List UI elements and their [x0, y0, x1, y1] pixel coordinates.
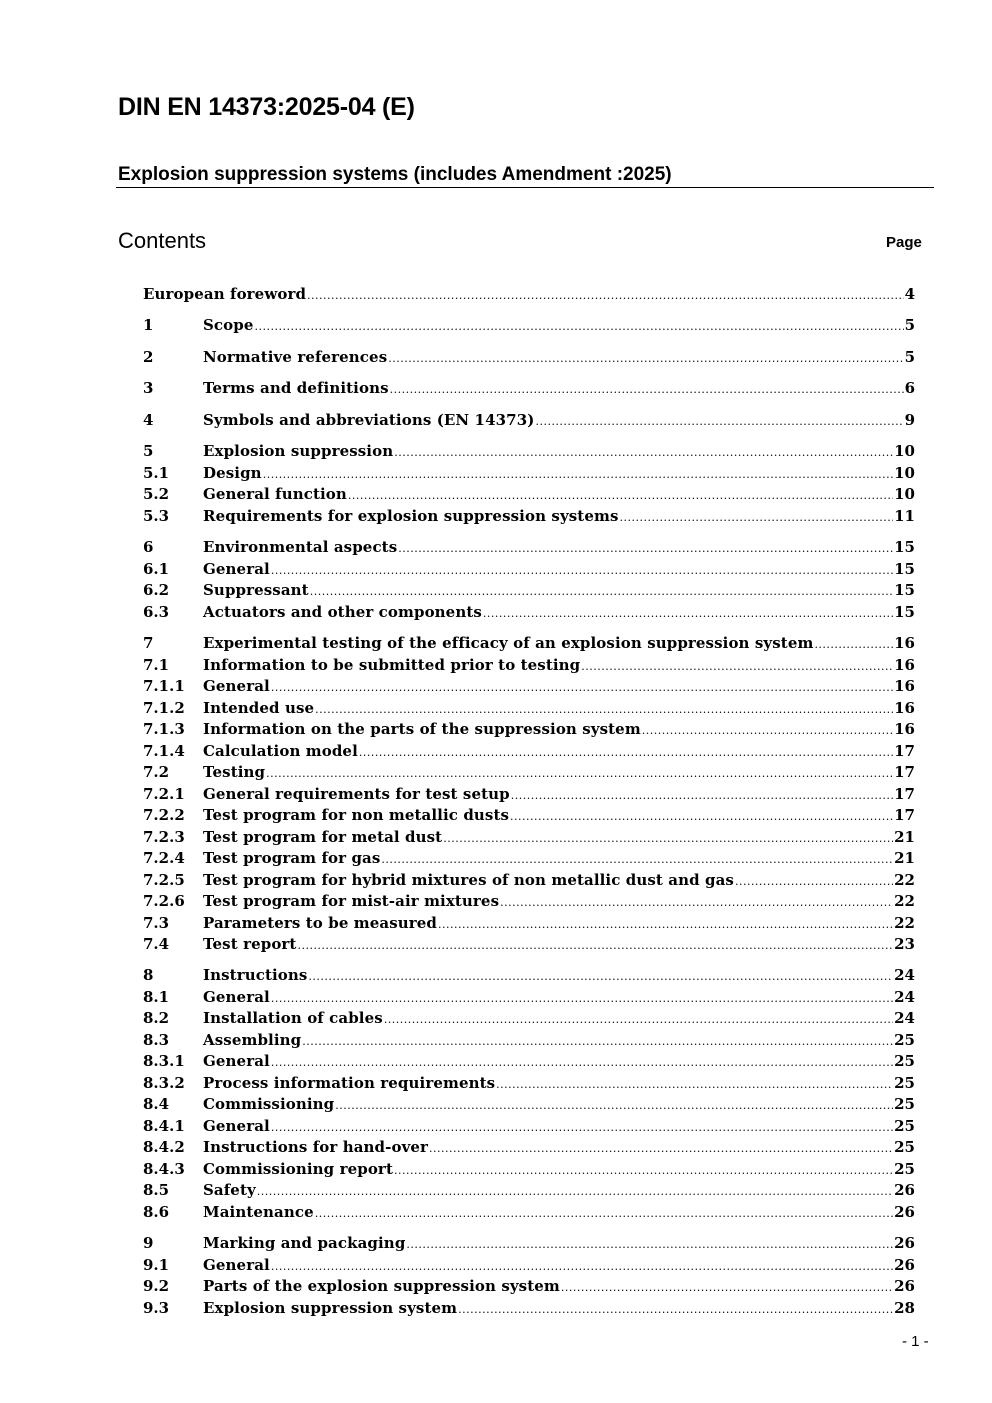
toc-dot-leader	[257, 1182, 893, 1202]
toc-entry[interactable]	[143, 698, 915, 718]
toc-entry-number: 7	[143, 634, 154, 652]
toc-entry[interactable]	[143, 410, 915, 430]
title-rule	[116, 187, 934, 188]
toc-entry-page: 10	[894, 485, 915, 503]
toc-dot-leader	[297, 936, 893, 956]
toc-entry-page: 26	[894, 1203, 915, 1221]
toc-entry-number: 7.1.3	[143, 720, 185, 738]
toc-entry-title: General	[203, 560, 270, 578]
toc-entry-number: 6.3	[143, 603, 170, 621]
toc-entry-number: 7.2	[143, 763, 170, 781]
toc-entry[interactable]	[143, 676, 915, 696]
toc-entry[interactable]	[143, 741, 915, 761]
toc-entry[interactable]	[143, 378, 915, 398]
toc-entry-number: 5	[143, 442, 154, 460]
toc-entry-number: 8.4	[143, 1095, 170, 1113]
toc-entry[interactable]	[143, 1073, 915, 1093]
toc-dot-leader	[255, 317, 904, 337]
toc-entry-number: 2	[143, 348, 154, 366]
toc-entry-page: 24	[894, 988, 915, 1006]
toc-entry[interactable]	[143, 1202, 915, 1222]
toc-entry-page: 26	[894, 1277, 915, 1295]
page-column-label: Page	[886, 234, 922, 251]
toc-entry-number: 6.2	[143, 581, 170, 599]
toc-entry-title: General	[203, 1117, 270, 1135]
toc-entry[interactable]	[143, 719, 915, 739]
toc-entry-page: 15	[894, 603, 915, 621]
toc-entry-title: Experimental testing of the efficacy of an explosion suppression system	[203, 634, 814, 652]
toc-entry-page: 26	[894, 1234, 915, 1252]
toc-entry-title: Terms and definitions	[203, 379, 389, 397]
toc-entry-page: 6	[904, 379, 915, 397]
toc-entry-page: 24	[894, 1009, 915, 1027]
toc-dot-leader	[642, 721, 893, 741]
toc-entry-title: Suppressant	[203, 581, 309, 599]
toc-entry-number: 7.1	[143, 656, 170, 674]
toc-entry-page: 16	[894, 656, 915, 674]
toc-dot-leader	[307, 286, 904, 306]
toc-entry-page: 16	[894, 677, 915, 695]
toc-entry-title: Maintenance	[203, 1203, 314, 1221]
toc-entry-title: Normative references	[203, 348, 388, 366]
toc-entry-number: 9.1	[143, 1256, 170, 1274]
toc-entry[interactable]	[143, 1051, 915, 1071]
toc-entry-number: 7.2.5	[143, 871, 185, 889]
toc-dot-leader	[271, 678, 893, 698]
toc-dot-leader	[394, 443, 893, 463]
toc-entry-page: 25	[894, 1031, 915, 1049]
toc-entry[interactable]	[143, 1116, 915, 1136]
toc-entry-page: 25	[894, 1095, 915, 1113]
toc-entry-number: 7.2.4	[143, 849, 185, 867]
toc-entry[interactable]	[143, 484, 915, 504]
toc-entry[interactable]	[143, 1008, 915, 1028]
toc-entry[interactable]	[143, 1094, 915, 1114]
toc-entry[interactable]	[143, 987, 915, 1007]
toc-entry[interactable]	[143, 1298, 915, 1318]
toc-entry-title: Marking and packaging	[203, 1234, 406, 1252]
toc-dot-leader	[620, 508, 894, 528]
toc-entry[interactable]	[143, 284, 915, 304]
toc-entry-page: 16	[894, 699, 915, 717]
toc-dot-leader	[266, 764, 893, 784]
toc-entry-number: 8.3	[143, 1031, 170, 1049]
toc-dot-leader	[315, 1204, 893, 1224]
toc-entry-number: 8.4.2	[143, 1138, 185, 1156]
toc-entry-number: 8.5	[143, 1181, 170, 1199]
toc-dot-leader	[271, 1118, 893, 1138]
toc-entry[interactable]	[143, 602, 915, 622]
toc-dot-leader	[458, 1300, 893, 1320]
toc-dot-leader	[511, 786, 893, 806]
footer-page-number: - 1 -	[902, 1333, 929, 1350]
toc-dot-leader	[406, 1235, 893, 1255]
toc-entry-page: 25	[894, 1117, 915, 1135]
toc-entry-title: General function	[203, 485, 347, 503]
toc-entry-number: 7.4	[143, 935, 170, 953]
toc-entry-page: 15	[894, 560, 915, 578]
toc-entry-number: 8.1	[143, 988, 170, 1006]
toc-entry-title: Assembling	[203, 1031, 302, 1049]
toc-dot-leader	[535, 412, 903, 432]
toc-entry-number: 9.3	[143, 1299, 170, 1317]
toc-entry-title: European foreword	[143, 285, 307, 303]
toc-entry-title: Calculation model	[203, 742, 358, 760]
toc-entry-number: 7.1.1	[143, 677, 185, 695]
toc-entry[interactable]	[143, 347, 915, 367]
toc-dot-leader	[496, 1075, 893, 1095]
toc-dot-leader	[483, 604, 893, 624]
toc-entry-number: 8.3.1	[143, 1052, 185, 1070]
toc-entry-number: 8	[143, 966, 154, 984]
toc-entry[interactable]	[143, 934, 915, 954]
toc-entry-number: 5.2	[143, 485, 170, 503]
toc-dot-leader	[335, 1096, 893, 1116]
toc-entry-page: 16	[894, 720, 915, 738]
toc-entry[interactable]	[143, 655, 915, 675]
toc-entry-title: Design	[203, 464, 262, 482]
toc-entry[interactable]	[143, 965, 915, 985]
toc-entry-number: 9.2	[143, 1277, 170, 1295]
toc-entry-title: Explosion suppression system	[203, 1299, 458, 1317]
toc-dot-leader	[315, 700, 893, 720]
toc-entry-number: 8.2	[143, 1009, 170, 1027]
toc-dot-leader	[429, 1139, 893, 1159]
toc-entry-page: 26	[894, 1181, 915, 1199]
toc-entry[interactable]	[143, 463, 915, 483]
toc-entry-number: 1	[143, 316, 154, 334]
toc-dot-leader	[310, 582, 893, 602]
toc-entry-page: 10	[894, 442, 915, 460]
toc-entry-title: Test program for gas	[203, 849, 381, 867]
toc-dot-leader	[302, 1032, 893, 1052]
toc-entry-page: 21	[894, 828, 915, 846]
toc-dot-leader	[438, 915, 893, 935]
toc-entry[interactable]	[143, 1030, 915, 1050]
toc-entry-number: 7.2.3	[143, 828, 185, 846]
contents-heading: Contents	[118, 228, 207, 253]
toc-dot-leader	[381, 850, 893, 870]
toc-entry-number: 7.1.4	[143, 742, 185, 760]
toc-entry-page: 23	[894, 935, 915, 953]
toc-entry[interactable]	[143, 913, 915, 933]
toc-entry-number: 5.1	[143, 464, 170, 482]
toc-entry-page: 25	[894, 1138, 915, 1156]
toc-dot-leader	[263, 465, 893, 485]
toc-entry-number: 8.4.3	[143, 1160, 185, 1178]
toc-dot-leader	[348, 486, 893, 506]
toc-entry[interactable]	[143, 1159, 915, 1179]
toc-dot-leader	[388, 349, 903, 369]
toc-dot-leader	[561, 1278, 893, 1298]
toc-entry-page: 25	[894, 1160, 915, 1178]
toc-entry-number: 7.2.1	[143, 785, 185, 803]
toc-entry-title: Symbols and abbreviations (EN 14373)	[203, 411, 535, 429]
toc-entry-title: Test program for metal dust	[203, 828, 443, 846]
toc-entry[interactable]	[143, 1180, 915, 1200]
toc-entry-page: 17	[894, 742, 915, 760]
toc-entry[interactable]	[143, 559, 915, 579]
toc-entry-title: Scope	[203, 316, 254, 334]
toc-entry-page: 25	[894, 1052, 915, 1070]
toc-entry-title: Commissioning	[203, 1095, 335, 1113]
toc-entry-title: Process information requirements	[203, 1074, 496, 1092]
toc-dot-leader	[581, 657, 893, 677]
toc-entry[interactable]	[143, 1233, 915, 1253]
toc-entry-page: 5	[904, 316, 915, 334]
toc-entry-number: 8.4.1	[143, 1117, 185, 1135]
toc-entry-title: General	[203, 677, 270, 695]
toc-entry[interactable]	[143, 506, 915, 526]
toc-entry[interactable]	[143, 1255, 915, 1275]
toc-dot-leader	[390, 380, 904, 400]
toc-entry-page: 10	[894, 464, 915, 482]
toc-entry-title: Test report	[203, 935, 297, 953]
toc-entry-title: Test program for hybrid mixtures of non metallic dust and gas	[203, 871, 734, 889]
toc-dot-leader	[308, 967, 893, 987]
toc-entry-page: 15	[894, 581, 915, 599]
toc-entry[interactable]	[143, 805, 915, 825]
toc-entry-title: General	[203, 1052, 270, 1070]
toc-entry-number: 6	[143, 538, 154, 556]
toc-entry-title: Instructions	[203, 966, 308, 984]
toc-entry-number: 7.2.2	[143, 806, 185, 824]
toc-entry[interactable]	[143, 580, 915, 600]
toc-entry-page: 24	[894, 966, 915, 984]
toc-entry-page: 11	[894, 507, 915, 525]
toc-entry-page: 25	[894, 1074, 915, 1092]
toc-entry[interactable]	[143, 891, 915, 911]
toc-entry-title: Actuators and other components	[203, 603, 482, 621]
toc-entry-title: Commissioning report	[203, 1160, 393, 1178]
toc-entry-number: 6.1	[143, 560, 170, 578]
toc-entry-number: 9	[143, 1234, 154, 1252]
toc-entry-number: 3	[143, 379, 154, 397]
toc-entry-title: Test program for non metallic dusts	[203, 806, 510, 824]
toc-dot-leader	[443, 829, 893, 849]
toc-entry[interactable]	[143, 870, 915, 890]
toc-entry[interactable]	[143, 762, 915, 782]
toc-entry[interactable]	[143, 537, 915, 557]
toc-entry[interactable]	[143, 1276, 915, 1296]
toc-entry[interactable]	[143, 633, 915, 653]
toc-entry-page: 15	[894, 538, 915, 556]
toc-entry-title: General	[203, 988, 270, 1006]
toc-entry-title: Parameters to be measured	[203, 914, 438, 932]
toc-entry[interactable]	[143, 1137, 915, 1157]
toc-entry-page: 9	[904, 411, 915, 429]
toc-entry-number: 7.1.2	[143, 699, 185, 717]
toc-entry[interactable]	[143, 784, 915, 804]
toc-entry-title: Safety	[203, 1181, 256, 1199]
toc-dot-leader	[510, 807, 893, 827]
toc-dot-leader	[735, 872, 893, 892]
toc-entry-page: 26	[894, 1256, 915, 1274]
toc-entry[interactable]	[143, 315, 915, 335]
toc-entry-title: Test program for mist-air mixtures	[203, 892, 500, 910]
toc-entry-page: 22	[894, 892, 915, 910]
toc-entry[interactable]	[143, 441, 915, 461]
toc-dot-leader	[384, 1010, 893, 1030]
toc-entry-title: Information to be submitted prior to testing	[203, 656, 581, 674]
toc-entry-title: Requirements for explosion suppression systems	[203, 507, 619, 525]
toc-entry-number: 7.3	[143, 914, 170, 932]
toc-entry-title: Parts of the explosion suppression system	[203, 1277, 560, 1295]
toc-entry-page: 22	[894, 914, 915, 932]
toc-entry-page: 17	[894, 763, 915, 781]
toc-dot-leader	[271, 1053, 893, 1073]
toc-dot-leader	[398, 539, 893, 559]
toc-dot-leader	[814, 635, 893, 655]
toc-entry-title: General	[203, 1256, 270, 1274]
toc-dot-leader	[500, 893, 893, 913]
toc-entry-page: 17	[894, 806, 915, 824]
toc-entry-number: 7.2.6	[143, 892, 185, 910]
toc-entry-title: Instructions for hand-over	[203, 1138, 429, 1156]
toc-entry-page: 22	[894, 871, 915, 889]
toc-entry-title: Intended use	[203, 699, 315, 717]
toc-entry-page: 21	[894, 849, 915, 867]
toc-entry-number: 5.3	[143, 507, 170, 525]
toc-entry-title: Explosion suppression	[203, 442, 394, 460]
toc-entry-page: 17	[894, 785, 915, 803]
toc-entry-page: 5	[904, 348, 915, 366]
toc-entry-number: 8.3.2	[143, 1074, 185, 1092]
toc-dot-leader	[359, 743, 893, 763]
toc-entry-title: General requirements for test setup	[203, 785, 510, 803]
document-subtitle: Explosion suppression systems (includes Amendment :2025)	[118, 164, 672, 185]
toc-entry-page: 28	[894, 1299, 915, 1317]
toc-entry-title: Environmental aspects	[203, 538, 398, 556]
toc-entry-title: Information on the parts of the suppression system	[203, 720, 641, 738]
toc-entry[interactable]	[143, 848, 915, 868]
toc-entry-number: 8.6	[143, 1203, 170, 1221]
toc-entry[interactable]	[143, 827, 915, 847]
toc-dot-leader	[394, 1161, 893, 1181]
toc-entry-page: 4	[904, 285, 915, 303]
toc-entry-title: Installation of cables	[203, 1009, 383, 1027]
toc-entry-number: 4	[143, 411, 154, 429]
toc-dot-leader	[271, 1257, 893, 1277]
toc-entry-page: 16	[894, 634, 915, 652]
document-id: DIN EN 14373:2025-04 (E)	[118, 93, 415, 121]
toc-entry-title: Testing	[203, 763, 266, 781]
toc-dot-leader	[271, 989, 893, 1009]
toc-dot-leader	[271, 561, 893, 581]
